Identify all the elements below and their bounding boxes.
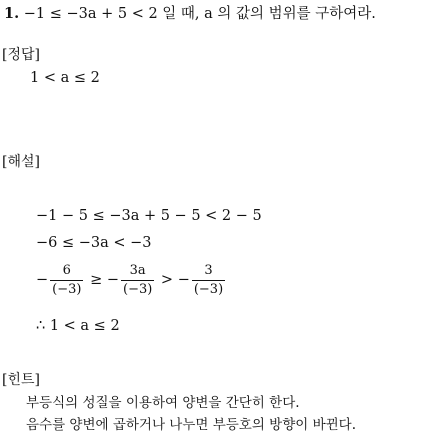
fraction-1-numerator: 6 xyxy=(50,263,83,281)
explanation-step-3 xyxy=(36,262,227,298)
minus-sign: − xyxy=(177,272,190,288)
hint-label: [힌트] xyxy=(2,372,40,388)
fraction-2-numerator: 3a xyxy=(121,263,154,281)
problem-number: 1. xyxy=(4,5,20,22)
answer-value: 1 < a ≤ 2 xyxy=(30,70,100,86)
minus-sign: − xyxy=(36,272,49,288)
explanation-conclusion: ∴ 1 < a ≤ 2 xyxy=(36,318,120,334)
problem-statement xyxy=(4,2,376,23)
operator-1: ≥ xyxy=(90,272,103,288)
operator-2: > xyxy=(160,272,174,288)
fraction-2-denominator: (−3) xyxy=(123,281,153,297)
fraction-2 xyxy=(121,263,154,298)
hint-line-1: 부등식의 성질을 이용하여 양변을 간단히 한다. xyxy=(26,395,300,411)
fraction-3-denominator: (−3) xyxy=(193,281,224,297)
minus-sign: − xyxy=(106,272,119,288)
explanation-step-1: −1 − 5 ≤ −3a + 5 − 5 < 2 − 5 xyxy=(36,208,262,224)
problem-text: −1 ≤ −3a + 5 < 2 일 때, a 의 값의 범위를 구하여라. xyxy=(23,6,376,22)
hint-line-2: 음수를 양변에 곱하거나 나누면 부등호의 방향이 바뀐다. xyxy=(26,417,356,433)
fraction-1 xyxy=(50,263,83,298)
fraction-3 xyxy=(192,263,225,298)
explanation-label: [해설] xyxy=(2,154,40,170)
explanation-step-2: −6 ≤ −3a < −3 xyxy=(36,235,152,251)
fraction-1-denominator: (−3) xyxy=(52,281,82,297)
fraction-3-numerator: 3 xyxy=(192,263,225,281)
answer-label: [정답] xyxy=(2,47,40,63)
